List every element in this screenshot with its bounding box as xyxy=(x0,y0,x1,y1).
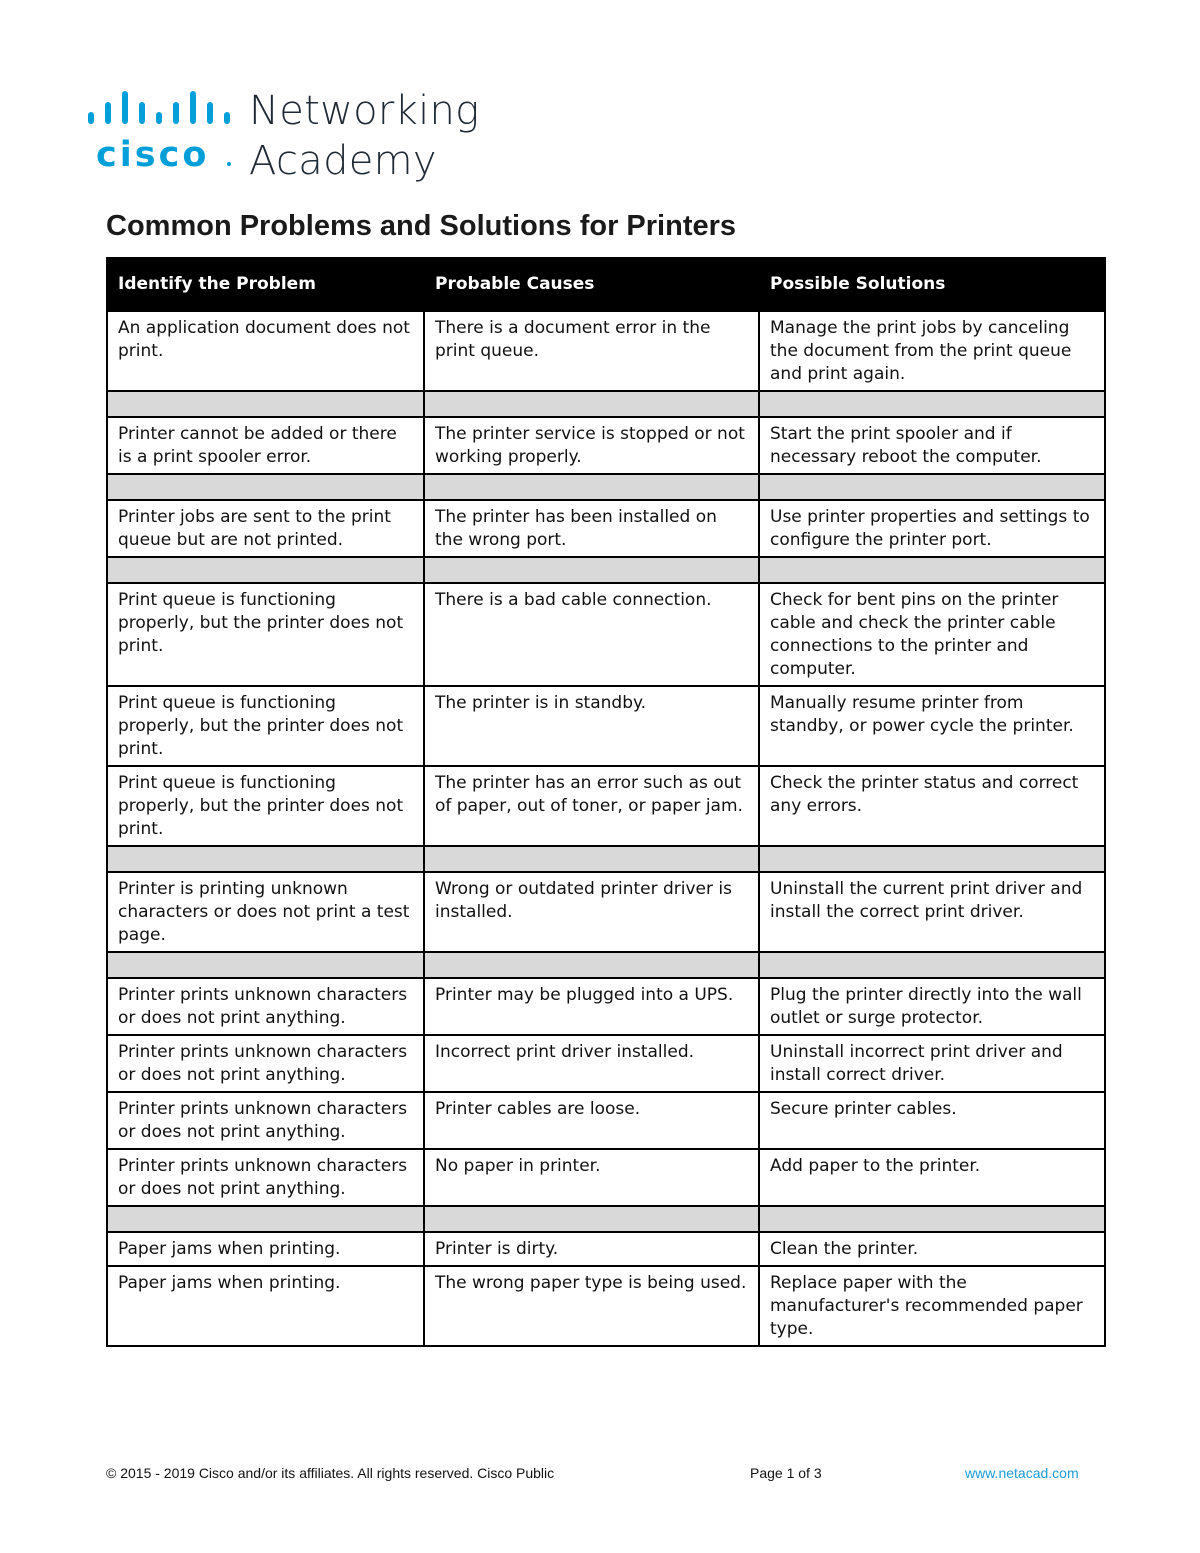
cause-cell: Printer is dirty. xyxy=(424,1232,759,1266)
spacer-cell xyxy=(107,952,424,978)
spacer-cell xyxy=(759,846,1105,872)
header-causes: Probable Causes xyxy=(424,258,759,311)
spacer-cell xyxy=(107,1206,424,1232)
table-row xyxy=(107,1092,1105,1149)
table-row xyxy=(107,1149,1105,1206)
table-row xyxy=(107,766,1105,846)
spacer-cell xyxy=(424,391,759,417)
problems-solutions-table xyxy=(106,257,1106,1347)
table-row xyxy=(107,686,1105,766)
academy-line-1: Networking xyxy=(249,88,480,134)
problem-cell: Printer prints unknown characters or does not print anything. xyxy=(107,978,424,1035)
table-spacer-row xyxy=(107,1206,1105,1232)
solution-cell: Secure printer cables. xyxy=(759,1092,1105,1149)
academy-name xyxy=(249,86,479,186)
footer-page-number: Page 1 of 3 xyxy=(750,1465,822,1481)
table-spacer-row xyxy=(107,952,1105,978)
cisco-logo-icon xyxy=(84,86,244,176)
problem-cell: Printer is printing unknown characters or does not print a test page. xyxy=(107,872,424,952)
solution-cell: Check the printer status and correct any errors. xyxy=(759,766,1105,846)
table-spacer-row xyxy=(107,391,1105,417)
spacer-cell xyxy=(424,557,759,583)
spacer-cell xyxy=(759,952,1105,978)
header-solutions: Possible Solutions xyxy=(759,258,1105,311)
table-spacer-row xyxy=(107,557,1105,583)
cisco-wordmark: cisco xyxy=(96,135,210,175)
table-spacer-row xyxy=(107,474,1105,500)
cause-cell: Printer may be plugged into a UPS. xyxy=(424,978,759,1035)
spacer-cell xyxy=(424,1206,759,1232)
table-row xyxy=(107,1035,1105,1092)
table-header-row xyxy=(107,258,1105,311)
solution-cell: Uninstall the current print driver and install the correct print driver. xyxy=(759,872,1105,952)
table-row xyxy=(107,978,1105,1035)
solution-cell: Replace paper with the manufacturer's recommended paper type. xyxy=(759,1266,1105,1346)
cause-cell: The printer has an error such as out of paper, out of toner, or paper jam. xyxy=(424,766,759,846)
spacer-cell xyxy=(759,474,1105,500)
table-row xyxy=(107,417,1105,474)
cause-cell: The printer is in standby. xyxy=(424,686,759,766)
footer-copyright: © 2015 - 2019 Cisco and/or its affiliates. All rights reserved. Cisco Public xyxy=(106,1465,555,1481)
cause-cell: The printer has been installed on the wrong port. xyxy=(424,500,759,557)
spacer-cell xyxy=(424,952,759,978)
spacer-cell xyxy=(424,474,759,500)
cause-cell: Printer cables are loose. xyxy=(424,1092,759,1149)
problem-cell: Printer prints unknown characters or does not print anything. xyxy=(107,1092,424,1149)
problem-cell: Printer cannot be added or there is a print spooler error. xyxy=(107,417,424,474)
spacer-cell xyxy=(107,846,424,872)
table-row xyxy=(107,583,1105,686)
solution-cell: Add paper to the printer. xyxy=(759,1149,1105,1206)
table-body xyxy=(107,311,1105,1346)
problem-cell: Print queue is functioning properly, but the printer does not print. xyxy=(107,766,424,846)
problem-cell: Paper jams when printing. xyxy=(107,1232,424,1266)
cause-cell: There is a document error in the print queue. xyxy=(424,311,759,391)
solution-cell: Plug the printer directly into the wall outlet or surge protector. xyxy=(759,978,1105,1035)
spacer-cell xyxy=(759,557,1105,583)
table-spacer-row xyxy=(107,846,1105,872)
spacer-cell xyxy=(759,1206,1105,1232)
cause-cell: There is a bad cable connection. xyxy=(424,583,759,686)
solution-cell: Start the print spooler and if necessary reboot the computer. xyxy=(759,417,1105,474)
solution-cell: Clean the printer. xyxy=(759,1232,1105,1266)
solution-cell: Manually resume printer from standby, or power cycle the printer. xyxy=(759,686,1105,766)
spacer-cell xyxy=(107,474,424,500)
academy-line-2: Academy xyxy=(249,138,437,184)
cause-cell: No paper in printer. xyxy=(424,1149,759,1206)
problem-cell: Print queue is functioning properly, but the printer does not print. xyxy=(107,686,424,766)
footer-website-link[interactable]: www.netacad.com xyxy=(965,1465,1079,1481)
cause-cell: The wrong paper type is being used. xyxy=(424,1266,759,1346)
table-row xyxy=(107,1266,1105,1346)
problem-cell: Print queue is functioning properly, but the printer does not print. xyxy=(107,583,424,686)
spacer-cell xyxy=(759,391,1105,417)
solution-cell: Check for bent pins on the printer cable and check the printer cable connections to the printer and computer. xyxy=(759,583,1105,686)
cause-cell: Wrong or outdated printer driver is installed. xyxy=(424,872,759,952)
header-problem: Identify the Problem xyxy=(107,258,424,311)
table-row xyxy=(107,1232,1105,1266)
document-title: Common Problems and Solutions for Printers xyxy=(106,210,737,242)
cisco-networking-academy-logo xyxy=(84,86,484,186)
solution-cell: Manage the print jobs by canceling the document from the print queue and print again. xyxy=(759,311,1105,391)
problem-cell: An application document does not print. xyxy=(107,311,424,391)
cause-cell: The printer service is stopped or not working properly. xyxy=(424,417,759,474)
problem-cell: Printer jobs are sent to the print queue but are not printed. xyxy=(107,500,424,557)
spacer-cell xyxy=(107,557,424,583)
spacer-cell xyxy=(424,846,759,872)
solution-cell: Uninstall incorrect print driver and install correct driver. xyxy=(759,1035,1105,1092)
problem-cell: Printer prints unknown characters or does not print anything. xyxy=(107,1149,424,1206)
solution-cell: Use printer properties and settings to configure the printer port. xyxy=(759,500,1105,557)
problem-cell: Printer prints unknown characters or does not print anything. xyxy=(107,1035,424,1092)
spacer-cell xyxy=(107,391,424,417)
table-row xyxy=(107,311,1105,391)
cause-cell: Incorrect print driver installed. xyxy=(424,1035,759,1092)
table-row xyxy=(107,500,1105,557)
problem-cell: Paper jams when printing. xyxy=(107,1266,424,1346)
table-row xyxy=(107,872,1105,952)
